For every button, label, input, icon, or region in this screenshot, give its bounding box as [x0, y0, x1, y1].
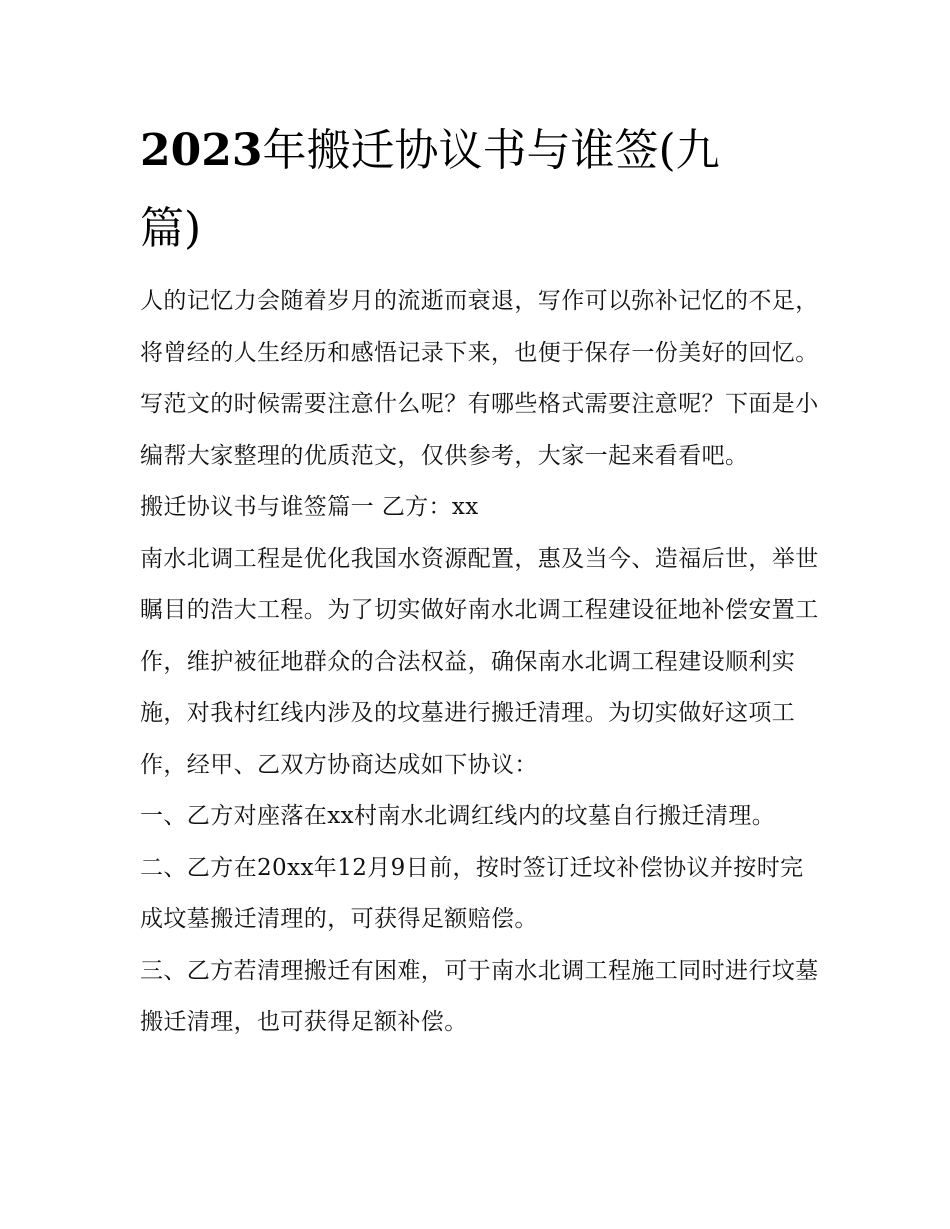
body-paragraph: 南水北调工程是优化我国水资源配置，惠及当今、造福后世，举世瞩目的浩大工程。为了切实做好南水北调工程建设征地补偿安置工作，维护被征地群众的合法权益，确保南水北调工程建设顺利实施，对我村红线内涉及的坟墓进行搬迁清理。为切实做好这项工作，经甲、乙双方协商达成如下协议：: [140, 545, 819, 778]
title-year: 2023: [140, 125, 263, 176]
intro-paragraph: 人的记忆力会随着岁月的流逝而衰退，写作可以弥补记忆的不足，将曾经的人生经历和感悟记录下来，也便于保存一份美好的回忆。写范文的时候需要注意什么呢？有哪些格式需要注意呢？下面是小编帮大家整理的优质范文，仅供参考，大家一起来看看吧。: [140, 288, 819, 469]
clause-paragraph: 三、乙方若清理搬迁有困难，可于南水北调工程施工同时进行坟墓搬迁清理，也可获得足额补偿。: [140, 957, 819, 1035]
document-content: [140, 112, 820, 1049]
section-heading: 搬迁协议书与谁签篇一 乙方：xx: [140, 494, 479, 520]
title-text: 年搬迁协议书与谁签(九篇): [140, 125, 720, 254]
clause-paragraph: 一、乙方对座落在xx村南水北调红线内的坟墓自行搬迁清理。 二、乙方在20xx年12月9日前，按时签订迁坟补偿协议并按时完成坟墓搬迁清理的，可获得足额赔偿。: [140, 803, 804, 932]
document-title: [140, 112, 780, 268]
